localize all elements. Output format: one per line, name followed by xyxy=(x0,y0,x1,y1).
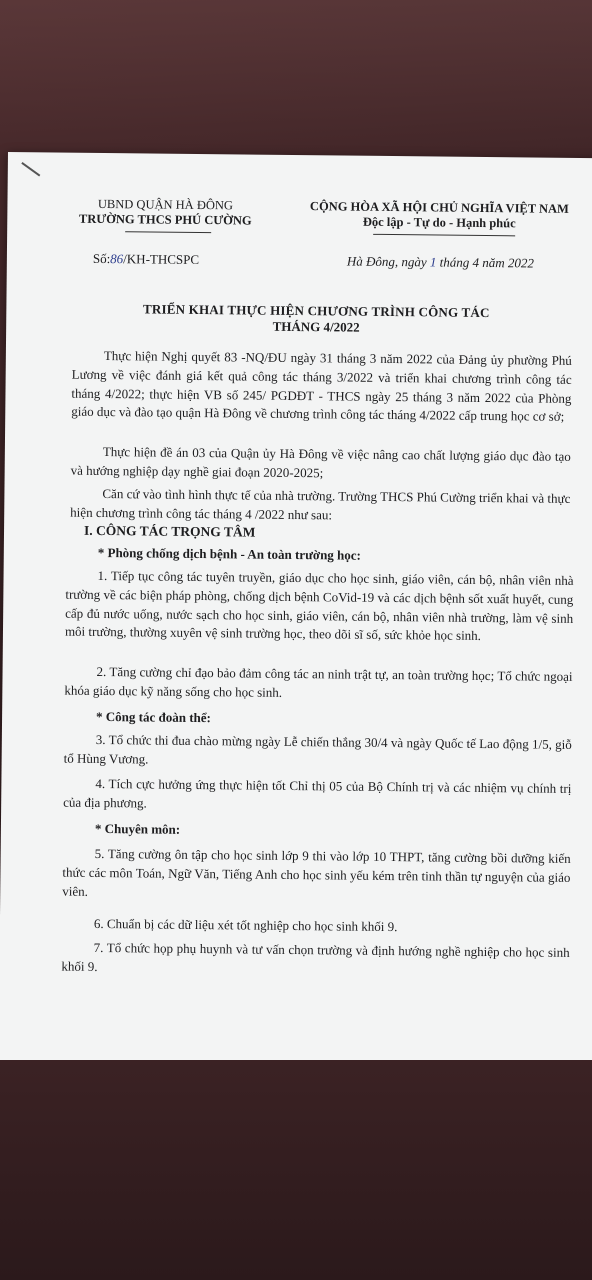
section-heading: I. CÔNG TÁC TRỌNG TÂM xyxy=(83,522,256,540)
school-name: TRƯỜNG THCS PHÚ CƯỜNG xyxy=(78,211,252,228)
item-2: 2. Tăng cường chỉ đạo bảo đảm công tác an ninh trật tự, an toàn trường học; Tổ chức ngoại khóa giáo dục kỹ năng sống cho học sinh. xyxy=(64,663,573,700)
header-left-underline xyxy=(125,231,211,233)
document-date xyxy=(347,254,534,272)
desk-bottom xyxy=(0,1060,592,1280)
date-day: 1 xyxy=(429,254,437,270)
document-title-line1: TRIỂN KHAI THỰC HIỆN CHƯƠNG TRÌNH CÔNG TÁC xyxy=(142,301,490,321)
date-prefix: Hà Đông, ngày xyxy=(346,253,427,270)
document-number-suffix: /KH-THCSPC xyxy=(123,251,200,268)
pen-mark xyxy=(21,162,40,176)
header-right-underline xyxy=(373,234,515,236)
desk-background xyxy=(0,0,592,160)
subheading-safety: * Phòng chống dịch bệnh - An toàn trường học: xyxy=(97,544,362,563)
item-6: 6. Chuẩn bị các dữ liệu xét tốt nghiệp cho học sinh khối 9. xyxy=(93,915,398,935)
document-number-prefix: Số: xyxy=(92,250,111,267)
document-number xyxy=(93,251,199,268)
item-7: 7. Tổ chức họp phụ huynh và tư vấn chọn trường và định hướng nghề nghiệp cho học sinh khối 9. xyxy=(61,939,570,974)
item-1: 1. Tiếp tục công tác tuyên truyền, giáo dục cho học sinh, giáo viên, cán bộ, nhân viên nhà trường về các biện pháp phòng, chống dịch bệnh CoVid-19 và các dịch bệnh sốt xuất huyết, cung cấp đủ nước uống, nước sạch cho học sinh, giáo viên, cán bộ, nhân viên nhà trường, làm vệ sinh môi trường, thường xuyên vệ sinh trường học, theo dõi sĩ số, sức khỏe học sinh. xyxy=(64,567,574,644)
national-motto: Độc lập - Tự do - Hạnh phúc xyxy=(362,214,516,231)
document-page xyxy=(0,152,592,1068)
date-suffix: tháng 4 năm 2022 xyxy=(439,254,534,271)
item-3: 3. Tổ chức thi đua chào mừng ngày Lễ chiến thắng 30/4 và ngày Quốc tế Lao động 1/5, giỗ tổ Hùng Vương. xyxy=(63,731,572,767)
subheading-professional: * Chuyên môn: xyxy=(94,820,181,837)
header-left xyxy=(55,197,275,229)
item-4: 4. Tích cực hưởng ứng thực hiện tốt Chỉ thị 05 của Bộ Chính trị và các nhiệm vụ chính trị của địa phương. xyxy=(63,775,572,811)
item-5: 5. Tăng cường ôn tập cho học sinh lớp 9 thi vào lớp 10 THPT, tăng cường bồi dưỡng kiến thức các môn Toán, Ngữ Văn, Tiếng Anh cho học sinh yếu kém trên tinh thần tự nguyện của giáo viên. xyxy=(62,845,571,899)
intro-paragraph-1: Thực hiện Nghị quyết 83 -NQ/ĐU ngày 31 tháng 3 năm 2022 của Đảng ủy phường Phú Lương về việc đánh giá kết quả công tác tháng 3/2022 và triển khai chương trình công tác tháng 4/2022; thực hiện VB số 245/ PGDĐT - THCS ngày 25 tháng 3 năm 2022 của Phòng giáo dục và đào tạo quận Hà Đông về chương trình công tác tháng 4/2022 cấp trung học cơ sở; xyxy=(71,348,572,425)
intro-paragraph-2: Thực hiện đề án 03 của Quận ủy Hà Đông về việc nâng cao chất lượng giáo dục đào tạo và hướng nghiệp dạy nghề giai đoạn 2020-2025; xyxy=(70,444,571,481)
header-right xyxy=(289,199,589,232)
national-title: CỘNG HÒA XÃ HỘI CHỦ NGHĨA VIỆT NAM xyxy=(309,199,569,216)
intro-paragraph-3: Căn cứ vào tình hình thực tế của nhà trường. Trường THCS Phú Cường triển khai và thực hiện chương trình công tác tháng 4 /2022 như sau: xyxy=(70,486,571,523)
subheading-union: * Công tác đoàn thể: xyxy=(96,708,212,726)
district-name: UBND QUẬN HÀ ĐÔNG xyxy=(97,196,234,213)
document-title-line2: THÁNG 4/2022 xyxy=(272,318,360,335)
document-number-value: 86 xyxy=(110,251,124,267)
